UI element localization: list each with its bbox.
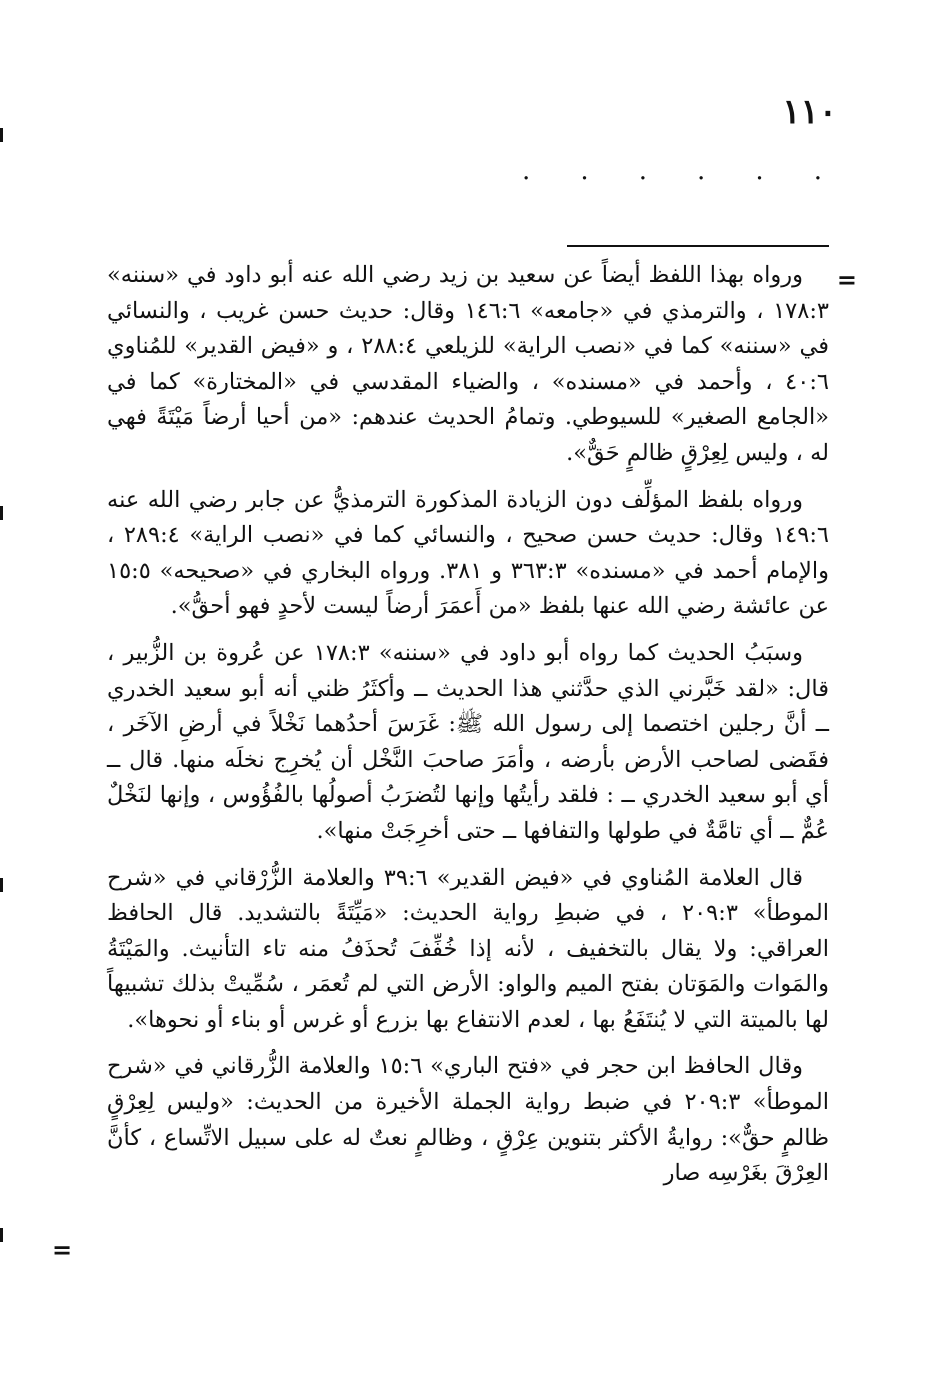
continuation-mark-bottom: = — [52, 1235, 73, 1264]
dot: . — [813, 156, 822, 186]
footnote-paragraph-4: قال العلامة المُناوي في «فيض القدير» ٣٩:٦ والعلامة الزُّرْقاني في «شرح الموطأ» ٢٠٩:٣ ، في ضبطِ رواية الحديث: «مَيِّتَةً بالتشديد. قال الحافظ العراقي: ولا يقال بالتخفيف ، لأنه إذا خُفِّفَ تُحذَفُ منه تاء التأنيث. والمَيْتَةُ والمَوات والمَوَتان بفتح الميم والواو: الأرض التي لم تُعمَر ، سُمِّيتْ بذلك تشبيهاً لها بالميتة التي لا يُنتَفَعُ بها ، لعدم الانتفاع بها بزرع أو غرس أو بناء أو نحوها». — [107, 864, 829, 1033]
footnote-rule — [567, 245, 829, 247]
edge-tick — [0, 506, 3, 520]
dot: . — [755, 156, 764, 186]
dot: . — [697, 156, 706, 186]
footnote-paragraph-3: وسبَبُ الحديث كما رواه أبو داود في «سننه» ١٧٨:٣ عن عُروة بن الزُّبير ، قال: «لقد خَبَّرني الذي حدَّثني هذا الحديث ــ وأكثَرُ ظني أنه أبو سعيد الخدري ــ أنَّ رجلين اختصما إلى رسول الله ﷺ: غَرَسَ أحدُهما نَخْلاً في أرضِ الآخَر ، فقَضى لصاحب الأرض بأرضه ، وأمَرَ صاحبَ النَّخْل أن يُخرِج نخلَه منها. قال ــ أي أبو سعيد الخدري ــ : فلقد رأيتُها وإنها لتُضرَبُ أصولُها بالفُؤُوس ، وإنها لنَخْلٌ عُمٌّ ــ أي تامَّةٌ في طولها والتفافها ــ حتى أخرِجَتْ منها». — [107, 639, 829, 844]
edge-tick — [0, 878, 3, 892]
dot: . — [580, 156, 589, 186]
page-number: ١١٠ — [782, 92, 837, 132]
continuation-mark-top: = — [836, 265, 857, 294]
dot: . — [522, 156, 531, 186]
footnote-paragraph-5: وقال الحافظ ابن حجر في «فتح الباري» ١٥:٦ والعلامة الزُّرقاني في «شرح الموطأ» ٢٠٩:٣ في ضبط رواية الجملة الأخيرة من الحديث: «وليس لِعِرْقٍ ظالمٍ حقٌّ»: روايةُ الأكثر بتنوين عِرْقٍ ، وظالمٍ نعتٌ له على سبيل الاتِّساع ، كأنَّ العِرْقَ بغَرْسِه صار — [107, 1053, 829, 1187]
dot: . — [638, 156, 647, 186]
edge-tick — [0, 1228, 3, 1242]
footnotes — [107, 258, 829, 1203]
separator-dots — [522, 158, 822, 184]
footnote-paragraph-2: ورواه بلفظ المؤلِّف دون الزيادة المذكورة الترمذيُّ عن جابر رضي الله عنه ١٤٩:٦ وقال: حديث حسن صحيح ، والنسائي كما في «نصب الراية» ٢٨٩:٤ ، والإمام أحمد في «مسنده» ٣٦٣:٣ و ٣٨١. ورواه البخاري في «صحيحه» ١٥:٥ عن عائشة رضي الله عنها بلفظ «من أَعمَرَ أرضاً ليست لأحدٍ فهو أحقُّ». — [107, 486, 829, 620]
footnote-paragraph-1: ورواه بهذا اللفظ أيضاً عن سعيد بن زيد رضي الله عنه أبو داود في «سننه» ١٧٨:٣ ، والترمذي في «جامعه» ١٤٦:٦ وقال: حديث حسن غريب ، والنسائي في «سننه» كما في «نصب الراية» للزيلعي ٢٨٨:٤ ، و «فيض القدير» للمُناوي ٤٠:٦ ، وأحمد في «مسنده» ، والضياء المقدسي في «المختارة» كما في «الجامع الصغير» للسيوطي. وتمامُ الحديث عندهم: «من أحيا أرضاً مَيْتَةً فهي له ، وليس لِعِرْقٍ ظالمٍ حَقٌّ». — [107, 262, 829, 466]
edge-tick — [0, 128, 3, 142]
